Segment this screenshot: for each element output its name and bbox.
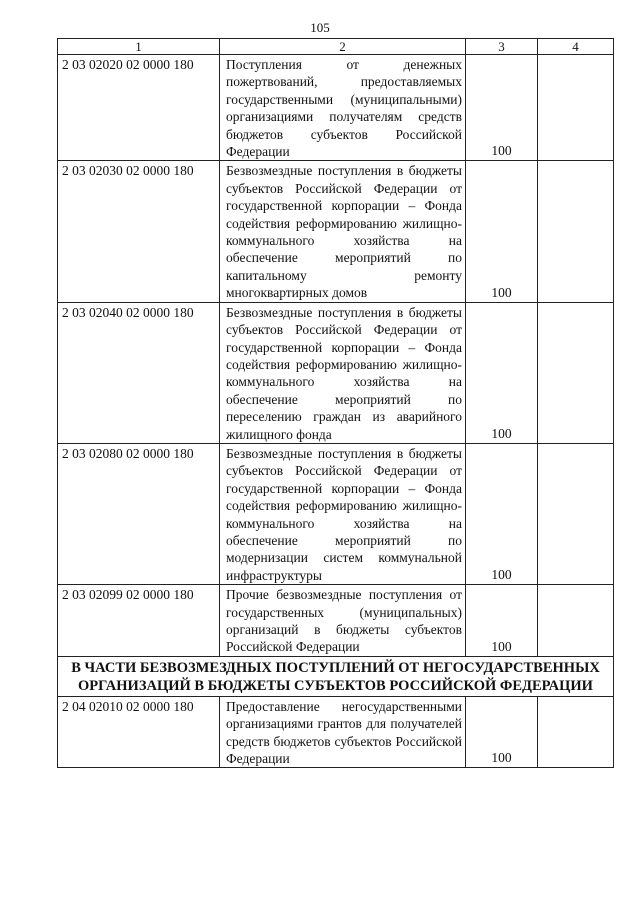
income-code: 2 03 02080 02 0000 180 [58, 443, 220, 584]
column-header-3: 3 [466, 39, 538, 55]
amount-cell: 100 [466, 161, 538, 302]
amount-cell: 100 [466, 302, 538, 443]
empty-cell [538, 585, 614, 657]
income-description: Безвозмездные поступления в бюджеты субъектов Российской Федерации от государственной корпорации – Фонда содействия реформированию жилищно-коммунального хозяйства на обеспечение мероприятий по капитальному ремонту многоквартирных домов [220, 161, 466, 302]
empty-cell [538, 443, 614, 584]
income-description: Безвозмездные поступления в бюджеты субъектов Российской Федерации от государственной корпорации – Фонда содействия реформированию жилищно-коммунального хозяйства на обеспечение мероприятий по переселению граждан из аварийного жилищного фонда [220, 302, 466, 443]
income-code: 2 03 02040 02 0000 180 [58, 302, 220, 443]
income-code: 2 03 02030 02 0000 180 [58, 161, 220, 302]
income-description: Прочие безвозмездные поступления от государственных (муниципальных) организаций в бюджеты субъектов Российской Федерации [220, 585, 466, 657]
table-row [58, 55, 614, 161]
income-description: Предоставление негосударственными организациями грантов для получателей средств бюджетов субъектов Российской Федерации [220, 696, 466, 768]
section-heading-row [58, 656, 614, 696]
table-row [58, 443, 614, 584]
income-description: Поступления от денежных пожертвований, предоставляемых государственными (муниципальными) организациями получателям средств бюджетов субъектов Российской Федерации [220, 55, 466, 161]
table-row [58, 585, 614, 657]
budget-classification-table [57, 38, 614, 768]
amount-cell: 100 [466, 443, 538, 584]
income-code: 2 03 02020 02 0000 180 [58, 55, 220, 161]
amount-cell: 100 [466, 696, 538, 768]
empty-cell [538, 302, 614, 443]
page-number: 105 [310, 20, 330, 35]
empty-cell [538, 696, 614, 768]
amount-cell: 100 [466, 55, 538, 161]
empty-cell [538, 55, 614, 161]
table-row [58, 696, 614, 768]
empty-cell [538, 161, 614, 302]
income-code: 2 04 02010 02 0000 180 [58, 696, 220, 768]
table-row [58, 161, 614, 302]
column-header-1: 1 [58, 39, 220, 55]
table-row [58, 302, 614, 443]
column-header-4: 4 [538, 39, 614, 55]
column-header-2: 2 [220, 39, 466, 55]
amount-cell: 100 [466, 585, 538, 657]
section-heading: В ЧАСТИ БЕЗВОЗМЕЗДНЫХ ПОСТУПЛЕНИЙ ОТ НЕГОСУДАРСТВЕННЫХ ОРГАНИЗАЦИЙ В БЮДЖЕТЫ СУБЪЕКТОВ РОССИЙСКОЙ ФЕДЕРАЦИИ [58, 656, 614, 696]
income-code: 2 03 02099 02 0000 180 [58, 585, 220, 657]
column-number-header-row [58, 39, 614, 55]
income-description: Безвозмездные поступления в бюджеты субъектов Российской Федерации от государственной корпорации – Фонда содействия реформированию жилищно-коммунального хозяйства на обеспечение мероприятий по модернизации систем коммунальной инфраструктуры [220, 443, 466, 584]
